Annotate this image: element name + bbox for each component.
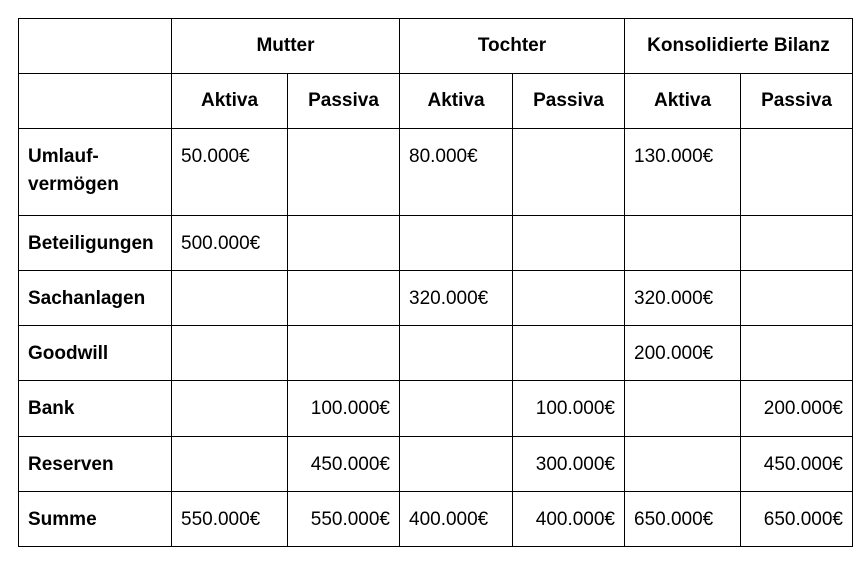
row-label <box>19 216 172 271</box>
cell-mutter-passiva: 100.000€ <box>288 381 400 437</box>
cell-mutter-aktiva <box>172 326 288 381</box>
row-label <box>19 271 172 326</box>
cell-mutter-passiva <box>288 129 400 216</box>
cell-mutter-aktiva <box>172 381 288 437</box>
subheader-row <box>19 74 853 129</box>
cell-mutter-passiva <box>288 216 400 271</box>
row-label <box>19 437 172 492</box>
cell-konsolidiert-aktiva <box>625 437 741 492</box>
cell-konsolidiert-passiva <box>741 326 853 381</box>
cell-mutter-aktiva <box>172 271 288 326</box>
table-row <box>19 216 853 271</box>
cell-konsolidiert-aktiva: 200.000€ <box>625 326 741 381</box>
cell-konsolidiert-aktiva <box>625 216 741 271</box>
cell-konsolidiert-passiva <box>741 271 853 326</box>
cell-konsolidiert-passiva: 650.000€ <box>741 492 853 547</box>
row-label-text: Sachanlagen <box>28 288 146 309</box>
cell-konsolidiert-passiva <box>741 129 853 216</box>
subheader-konsolidiert-aktiva: Aktiva <box>625 74 741 129</box>
row-label-text: Reserven <box>28 454 114 475</box>
subheader-tochter-passiva: Passiva <box>513 74 625 129</box>
cell-mutter-aktiva: 50.000€ <box>172 129 288 216</box>
table-row <box>19 381 853 437</box>
cell-tochter-aktiva: 80.000€ <box>400 129 513 216</box>
cell-mutter-passiva <box>288 271 400 326</box>
cell-mutter-aktiva: 550.000€ <box>172 492 288 547</box>
row-label-text: Summe <box>28 509 97 530</box>
cell-tochter-aktiva <box>400 381 513 437</box>
group-header-mutter: Mutter <box>172 19 400 74</box>
cell-tochter-passiva <box>513 326 625 381</box>
cell-tochter-aktiva: 320.000€ <box>400 271 513 326</box>
cell-tochter-passiva: 300.000€ <box>513 437 625 492</box>
row-label-text: Beteiligungen <box>28 233 154 254</box>
consolidated-balance-table <box>18 18 853 547</box>
cell-tochter-passiva <box>513 129 625 216</box>
cell-tochter-passiva <box>513 271 625 326</box>
group-header-row <box>19 19 853 74</box>
cell-konsolidiert-aktiva <box>625 381 741 437</box>
row-label-text: Umlauf- <box>28 146 99 167</box>
cell-mutter-aktiva: 500.000€ <box>172 216 288 271</box>
cell-tochter-passiva: 400.000€ <box>513 492 625 547</box>
group-header-tochter: Tochter <box>400 19 625 74</box>
cell-tochter-aktiva <box>400 437 513 492</box>
cell-konsolidiert-aktiva: 650.000€ <box>625 492 741 547</box>
cell-konsolidiert-aktiva: 320.000€ <box>625 271 741 326</box>
row-label <box>19 326 172 381</box>
cell-mutter-passiva: 450.000€ <box>288 437 400 492</box>
table-row <box>19 129 853 216</box>
subheader-mutter-passiva: Passiva <box>288 74 400 129</box>
cell-tochter-passiva: 100.000€ <box>513 381 625 437</box>
cell-tochter-passiva <box>513 216 625 271</box>
cell-mutter-passiva: 550.000€ <box>288 492 400 547</box>
subheader-corner-cell <box>19 74 172 129</box>
row-label <box>19 381 172 437</box>
subheader-mutter-aktiva: Aktiva <box>172 74 288 129</box>
subheader-tochter-aktiva: Aktiva <box>400 74 513 129</box>
table-row <box>19 492 853 547</box>
row-label-text: Bank <box>28 398 75 419</box>
group-header-konsolidiert: Konsolidierte Bilanz <box>625 19 853 74</box>
cell-konsolidiert-passiva <box>741 216 853 271</box>
row-label-text: vermögen <box>28 174 119 195</box>
cell-tochter-aktiva <box>400 326 513 381</box>
corner-cell <box>19 19 172 74</box>
cell-mutter-passiva <box>288 326 400 381</box>
cell-mutter-aktiva <box>172 437 288 492</box>
cell-konsolidiert-aktiva: 130.000€ <box>625 129 741 216</box>
cell-tochter-aktiva: 400.000€ <box>400 492 513 547</box>
cell-konsolidiert-passiva: 450.000€ <box>741 437 853 492</box>
table-row <box>19 271 853 326</box>
subheader-konsolidiert-passiva: Passiva <box>741 74 853 129</box>
cell-tochter-aktiva <box>400 216 513 271</box>
cell-konsolidiert-passiva: 200.000€ <box>741 381 853 437</box>
row-label <box>19 492 172 547</box>
table-row <box>19 326 853 381</box>
table-row <box>19 437 853 492</box>
row-label <box>19 129 172 216</box>
row-label-text: Goodwill <box>28 343 109 364</box>
